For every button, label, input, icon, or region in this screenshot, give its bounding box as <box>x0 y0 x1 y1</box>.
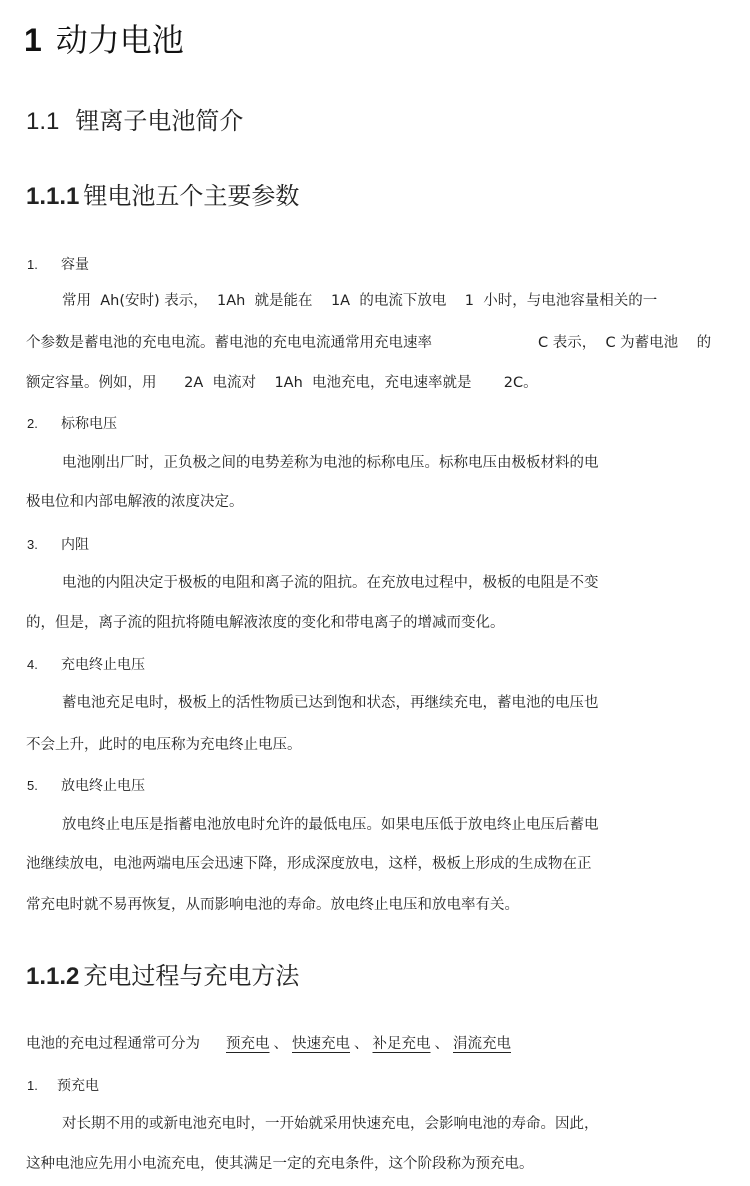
chapter-number: 1 <box>24 22 42 58</box>
list-number: 2. <box>27 416 38 431</box>
separator: 、 <box>273 1036 288 1052</box>
paragraph-line: 池继续放电，电池两端电压会迅速下降，形成深度放电，这样，极板上形成的生成物在正 <box>26 856 592 872</box>
section-title: 锂离子电池简介 <box>75 107 244 135</box>
list-number: 4. <box>27 657 38 672</box>
list-item-charge-termination-voltage <box>27 655 145 675</box>
paragraph-line: 极电位和内部电解液的浓度决定。 <box>26 494 244 510</box>
list-number: 1. <box>27 1078 38 1093</box>
list-item-internal-resistance <box>27 535 89 555</box>
paragraph-line: 电池刚出厂时，正负极之间的电势差称为电池的标称电压。标称电压由极板材料的电 <box>62 455 599 471</box>
subsection-heading-charging <box>26 958 299 995</box>
subsection-number: 1.1.2 <box>26 963 80 990</box>
list-title: 标称电压 <box>61 416 117 432</box>
paragraph-line: 的，但是，离子流的阻抗将随电解液浓度的变化和带电离子的增减而变化。 <box>26 615 505 631</box>
chapter-title: 动力电池 <box>55 21 184 59</box>
subsection-title: 锂电池五个主要参数 <box>83 182 300 210</box>
list-number: 3. <box>27 537 38 552</box>
section-number: 1.1 <box>26 108 60 135</box>
list-title: 放电终止电压 <box>61 778 145 794</box>
list-item-precharge <box>27 1076 99 1096</box>
paragraph-line: 常用 Ah(安时) 表示， 1Ah 就是能在 1A 的电流下放电 1 小时，与电池容量相关的一 <box>62 293 658 309</box>
list-item-discharge-termination-voltage <box>27 776 145 796</box>
paragraph-line: 电池的内阻决定于极板的电阻和离子流的阻抗。在充放电过程中，极板的电阻是不变 <box>62 575 599 591</box>
list-title: 内阻 <box>61 537 89 553</box>
charging-intro: 电池的充电过程通常可分为 <box>26 1036 200 1052</box>
list-item-nominal-voltage <box>27 414 117 434</box>
paragraph-line: 常充电时就不易再恢复，从而影响电池的寿命。放电终止电压和放电率有关。 <box>26 897 519 913</box>
stage-trickle-charge: 涓流充电 <box>453 1036 511 1052</box>
paragraph-line: 放电终止电压是指蓄电池放电时允许的最低电压。如果电压低于放电终止电压后蓄电 <box>62 817 599 833</box>
section-heading <box>26 103 243 140</box>
stage-top-off-charge: 补足充电 <box>372 1036 431 1052</box>
paragraph-line: 额定容量。例如，用 2A 电流对 1Ah 电池充电，充电速率就是 2C。 <box>26 375 538 391</box>
list-title: 充电终止电压 <box>61 657 145 673</box>
list-number: 1. <box>27 257 38 272</box>
subsection-number: 1.1.1 <box>26 183 80 210</box>
separator: 、 <box>434 1036 449 1052</box>
subsection-title: 充电过程与充电方法 <box>83 962 300 990</box>
chapter-heading <box>24 18 184 62</box>
paragraph-line: 这种电池应先用小电流充电，使其满足一定的充电条件，这个阶段称为预充电。 <box>26 1156 534 1172</box>
paragraph-line: 个参数是蓄电池的充电电流。蓄电池的充电电流通常用充电速率 <box>26 335 432 351</box>
subsection-heading-params <box>26 178 299 215</box>
paragraph-line: 蓄电池充足电时，极板上的活性物质已达到饱和状态，再继续充电，蓄电池的电压也 <box>62 695 599 711</box>
stage-fast-charge: 快速充电 <box>292 1036 350 1052</box>
list-item-capacity <box>27 255 89 275</box>
stage-precharge: 预充电 <box>226 1036 270 1052</box>
paragraph-line: 不会上升，此时的电压称为充电终止电压。 <box>26 737 302 753</box>
paragraph-line: 对长期不用的或新电池充电时，一开始就采用快速充电，会影响电池的寿命。因此， <box>62 1116 599 1132</box>
charging-stages-line <box>26 1034 511 1054</box>
list-title: 容量 <box>61 257 89 273</box>
separator: 、 <box>354 1036 369 1052</box>
list-number: 5. <box>27 778 38 793</box>
paragraph-line: C 表示， C 为蓄电池 的 <box>538 335 712 351</box>
list-title: 预充电 <box>57 1078 99 1094</box>
